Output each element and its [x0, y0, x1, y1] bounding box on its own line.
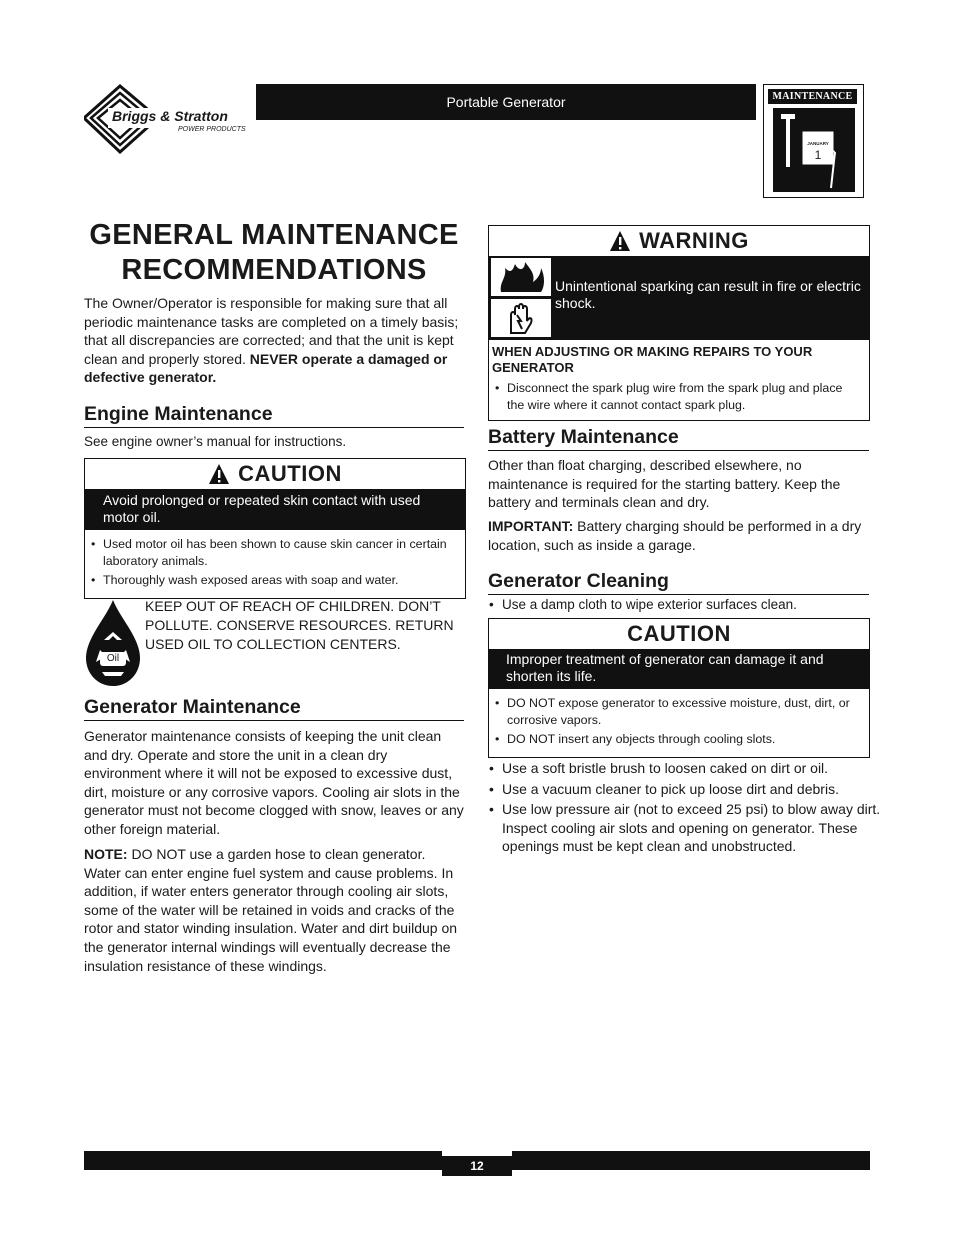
page-title-line-2: RECOMMENDATIONS — [121, 254, 427, 286]
warning-triangle-icon — [609, 230, 631, 252]
caution-message: Improper treatment of generator can damage it and shorten its life. — [489, 649, 869, 689]
list-item: • Use a vacuum cleaner to pick up loose dirt and debris. — [502, 780, 883, 799]
generator-cleaning-heading: Generator Cleaning — [488, 569, 869, 595]
calendar-month: JANUARY — [807, 141, 829, 146]
spark-warning-box — [488, 225, 870, 421]
footer-bar-left — [84, 1151, 442, 1170]
page-title — [84, 218, 464, 288]
intro-paragraph — [84, 294, 464, 387]
note-label: NOTE: — [84, 846, 128, 862]
oil-recycle-icon — [86, 598, 140, 688]
warning-subheading: WHEN ADJUSTING OR MAKING REPAIRS TO YOUR GENERATOR — [492, 344, 813, 375]
caution-title: CAUTION — [238, 461, 342, 486]
generator-maintenance-paragraph: Generator maintenance consists of keeping the unit clean and dry. Operate and store the unit in a clean dry environment where it will not be exposed to excessive dust, dirt, moisture or any corrosive vapors. Cooling air slots in the generator must not become clogged with snow, leaves or any other foreign material. — [84, 728, 464, 837]
warning-title: WARNING — [639, 228, 749, 253]
logo-sub-text: POWER PRODUCTS — [178, 126, 246, 133]
calendar-day: 1 — [814, 148, 822, 162]
caution-header — [85, 459, 465, 489]
battery-important-note — [488, 517, 869, 554]
list-item: • Thoroughly wash exposed areas with soap and water. — [103, 572, 459, 589]
generator-maintenance-note — [84, 845, 466, 975]
tools-calendar-icon — [773, 108, 855, 192]
note-text: DO NOT use a garden hose to clean generator. Water can enter engine fuel system and cause problems. In addition, if water enters generator through cooling air slots, some of the water will be retained in voids and cracks of the rotor and stator winding insulation. Water and dirt buildup on the generator internal windings will eventually decrease the insulation resistance of these windings. — [84, 846, 458, 974]
engine-maintenance-heading: Engine Maintenance — [84, 402, 464, 428]
fire-hazard-icon — [491, 258, 551, 296]
engine-maintenance-text: See engine owner’s manual for instructions. — [84, 434, 347, 449]
intro-bold: NEVER operate a damaged or defective generator. — [84, 350, 448, 386]
battery-maintenance-heading: Battery Maintenance — [488, 425, 869, 451]
cleaning-steps-list — [488, 759, 883, 856]
caution-list — [489, 689, 869, 757]
maintenance-tab-label: MAINTENANCE — [768, 89, 857, 104]
list-item: • Use low pressure air (not to exceed 25 psi) to blow away dirt. Inspect cooling air slots and opening on generator. These openings must be kept clean and unobstructed. — [502, 800, 883, 856]
list-item: • DO NOT insert any objects through cooling slots. — [507, 731, 863, 748]
caution-title: CAUTION — [627, 621, 731, 646]
oil-label: Oil — [100, 652, 126, 666]
caution-message: Avoid prolonged or repeated skin contact with used motor oil. — [85, 489, 465, 530]
recycle-notice: KEEP OUT OF REACH OF CHILDREN. DON’T POLLUTE. CONSERVE RESOURCES. RETURN USED OIL TO COLLECTION CENTERS. — [145, 598, 454, 652]
oil-caution-box — [84, 458, 466, 599]
footer-bar-right — [512, 1151, 870, 1170]
page-title-line-1: GENERAL MAINTENANCE — [89, 219, 459, 251]
warning-list — [489, 376, 869, 420]
important-label: IMPORTANT: — [488, 518, 574, 534]
warning-message: Unintentional sparking can result in fire or electric shock. — [555, 278, 861, 311]
list-item: • Disconnect the spark plug wire from the spark plug and place the wire where it cannot contact spark plug. — [507, 380, 863, 413]
cleaning-caution-box — [488, 618, 870, 758]
caution-header — [489, 619, 869, 649]
electric-shock-icon — [491, 299, 551, 337]
battery-maintenance-paragraph: Other than float charging, described elsewhere, no maintenance is required for the starting battery. Keep the battery and terminals clean and dry. — [488, 457, 841, 511]
warning-triangle-icon — [208, 463, 230, 485]
important-text: Battery charging should be performed in a dry location, such as inside a garage. — [488, 518, 862, 553]
cleaning-first-list — [488, 597, 883, 612]
logo-brand-text: Briggs & Stratton — [112, 108, 228, 124]
warning-message-band — [489, 256, 869, 340]
list-item: • Use a damp cloth to wipe exterior surfaces clean. — [502, 597, 883, 612]
intro-text: The Owner/Operator is responsible for making sure that all periodic maintenance tasks are completed on a timely basis; that all discrepancies are corrected; and that the unit is kept clean and properly stored. — [84, 295, 459, 367]
generator-maintenance-heading: Generator Maintenance — [84, 695, 464, 721]
list-item: • Use a soft bristle brush to loosen caked on dirt or oil. — [502, 759, 883, 778]
maintenance-section-tab — [763, 84, 864, 198]
list-item: • DO NOT expose generator to excessive moisture, dust, dirt, or corrosive vapors. — [507, 695, 863, 728]
warning-header — [489, 226, 869, 256]
page-number: 12 — [442, 1156, 512, 1176]
list-item: • Used motor oil has been shown to cause skin cancer in certain laboratory animals. — [103, 536, 459, 569]
document-title: Portable Generator — [446, 94, 566, 110]
caution-list — [85, 530, 465, 598]
brand-logo — [84, 84, 256, 154]
header-bar — [256, 84, 756, 120]
